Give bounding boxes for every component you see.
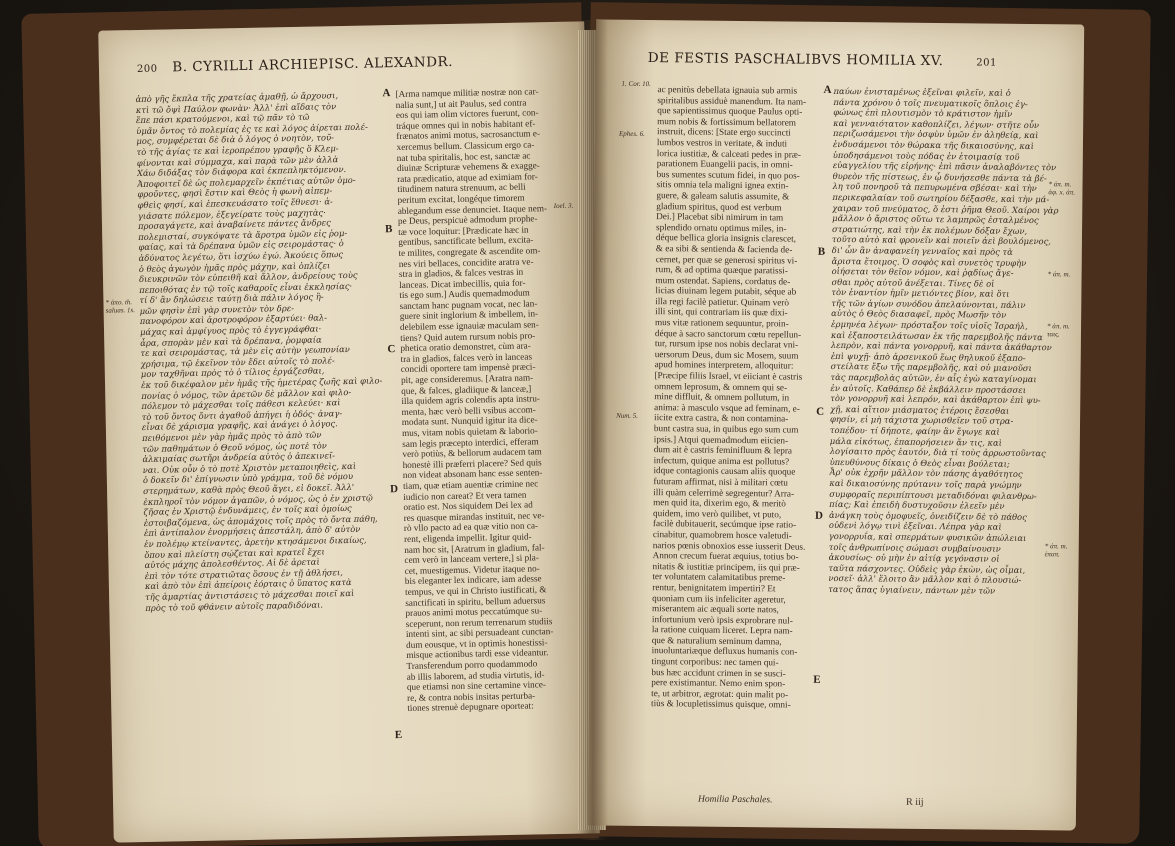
text-line: men quid ita, dixerim ego, & meritò [653,497,786,509]
text-line: lanceas. Dicat imbecillis, quia for- [399,277,526,290]
text-line: bus hæc accidunt crimen in se susci- [651,666,786,679]
text-line: diuinæ Scripturæ vehemens & exagge- [396,160,540,174]
section-marker-e: E [813,673,821,686]
text-line: miserantem aic æquali sorte natos, [652,603,779,615]
text-line: illa regi facilè patietur. Quinam verò [655,295,790,308]
right-margin-note-2: * ἀπ. m. [1047,270,1071,279]
text-line: Ἆρ' οὐκ ἐχρῆν μᾶλλον τὸν πάσης ἀγαθότητος [829,467,1023,480]
text-line: κτὶ τῶ ὄψὶ Παύλον φωνὰν· Ἀλλ' ἐπὶ αἴδαις τὸν [135,100,337,115]
text-line: οὐδενὶ λόγῳ τινὶ ἐξεῖναι. Λέπρα γὰρ καὶ [828,520,1002,533]
text-line: mine diffluit, & omnem pollutum, in [654,391,790,403]
text-line: λη τοῦ πονηροῦ τὰ πεπυρωμένα σβέσαι· καὶ τὴν [832,181,1037,194]
text-line: λογίσαιτο πρὸς ἑαυτόν, διὰ τί τοὺς ἀρρωστοῦντας [829,446,1046,459]
text-line: ἐν πολέμῳ κτείναντες, ἀρετὴν κτησάμενοι δικαίως, [144,534,367,549]
left-latin-column [395,86,579,814]
text-line: τῶν παθημάτων ὁ Θεοῦ νόμος, ὡς ποτὲ τὸν [142,440,327,454]
section-marker-b: B [817,245,826,258]
left-running-head [137,54,453,76]
text-line: narios pœnis obnoxios esse iusserit Deus. [652,539,806,552]
text-line: bis eleganter lex indicare, iam adesse [404,573,542,587]
text-line: πολεμισταί, συγκόψατε τὰ ἄροτρα ὑμῶν εἰς ῥομ- [138,227,348,242]
text-line: πεποιθότας ἐν τῷ τοῖς καθαροῖς εἶναι ἐκκλησίας· [139,280,353,295]
text-line: πειθόμενοι μὲν γὰρ ἡμᾶς πρὸς τὸ ἀπὸ τῶν [141,429,322,443]
text-line: Transferendum porro quodammodo [406,658,538,672]
text-line: ζῆσας ἐν Χριστῷ ἐνδυνάμεις, ἐν τοῖς καὶ ὁμοίως [143,503,352,518]
text-line: tingunt corporibus: nec tamen qui- [651,656,779,668]
text-line: tæ voce loquitur: [Prædicate hæc in [398,224,529,237]
text-line: uersorum Deus, dum sic Mosem, suum [654,348,799,361]
text-line: δι' ὧν ἂν ἀναφανείη γενναῖος καὶ πρὸς τὰ [831,244,1013,257]
text-line: μάλα εἰκότως, ἐπαπορήσειεν ἄν τις, καὶ [829,435,1003,448]
right-margin-note-3: * ἀπ. m. ταις. [1046,322,1070,339]
text-line: gladium spiritus, quod est verbum [656,200,782,212]
text-line: tis ego sum.] Audis quemadmodum [399,287,530,301]
text-line: re, & contra nobis insitas perturba- [407,690,536,703]
text-line: συμφοραῖς περιπίπτουσι μεταδιδόναι φιλανθρω- [829,488,1037,501]
text-line: que sapientissimus quoque Paulus opti- [657,105,803,117]
text-line: pe Deus, perspicuè admodum prophe- [397,213,538,227]
text-line: περικεφαλαίαν τοῦ σωτηρίου δέξασθε, καὶ τὴν μά- [832,191,1050,205]
text-line: [Arma namque militiæ nostræ non car- [395,86,539,100]
text-line: tráque omnes qui in nobis habitant ef- [396,118,536,131]
text-line: nam hoc sit, [Aratrum in gladium, fal- [404,541,545,555]
text-line: mum ostendat. Sapiens, cordatus de- [655,274,791,287]
text-line: nat tuba spiritalis, hoc est, sanctæ ac [396,150,531,163]
text-line: ἐκπληροῖ τὸν νόμον ἀγαπῶν, ὁ νόμος, ὡς ὁ ἐν χριστῷ [143,492,373,507]
text-line: déque bellica gloria insignis clarescet, [655,232,797,244]
text-line: que & naturalium seminum damna, [651,634,782,647]
text-line: καὶ γενναιότατον καθοπλίζει, λέγων· στῆτε οὖν [833,117,1040,130]
text-line: αὐτός μάχης ἀπολεσθέντος. Αἱ δὲ ἀρεταὶ [144,556,320,571]
text-line: instruit, dicens: [State ergo succincti [657,126,791,138]
text-line: illi sint, qui contrariam iis quæ dixi- [655,306,788,318]
text-line: προσαγάγετε, καὶ ἀναβαίνετε πάντες ἄνδρες [137,217,331,232]
section-marker-c: C [387,343,396,356]
text-line: μᾶλλον ὁ ἄριστος οὕτω τε λαμπρῶς ἐσταλμένος [832,213,1039,226]
text-line: ἀνάγκη τοὺς ὁμοφυεῖς, ὀνειδίζειν δὲ τὸ πάθος [829,509,1027,522]
text-line: inuoluntariæque defluxus humanis con- [651,645,798,658]
text-line: rata prædicatio, atque ad eximiam for- [397,171,538,184]
text-line: anima: à masculo vsque ad feminam, e- [654,401,800,414]
text-line: tiens? Quid autem rursum nobis pro- [400,330,536,343]
text-line: tur, rursum ipse nos nobis declarat vni- [654,338,799,350]
left-page-number: 200 [136,63,158,76]
text-line: φθεὶς φησί, καὶ ἐπεσκευάσατο τοῖς ἔθνεσι· ἁ- [137,196,333,210]
text-line: honestè illi præferri placere? Sed quis [402,457,542,470]
text-line: φαίας, καὶ τὰ δρέπανα ὑμῶν εἰς σειρομάστας· ὁ [138,238,344,253]
text-line: rentur, benignitatem impertiri? Et [652,581,776,594]
text-line: τοπέδου· τί δήποτε, φαίην ἂν ἔγωγε καὶ [829,424,1000,437]
text-line: tra in gladios, falces verò in lanceas [400,351,533,364]
text-line: pit, age consideremus. [Aratra nam- [400,372,534,386]
text-line: Χάω διδάξας τὸν διάφορα καὶ ἐκπεπληκτόμενον. [136,164,347,179]
text-line: delebilem esse ignauiæ maculam sen- [399,319,539,333]
text-line: τοῦτο αὐτὸ καὶ φρονεῖν καὶ ποιεῖν ἀεὶ βουλόμενος, [831,234,1052,247]
text-line: ipsis.] Atqui quemadmodum eiicien- [653,433,789,446]
text-line: parationem Euangelii pacis, in omni- [656,158,793,170]
text-line: déque à sacro sanctorum cœtu repellun- [654,327,802,340]
text-line: πρὸς τὸ τοῦ φθάνειν αὐτοῖς παραδιδόναι. [145,599,324,613]
text-line: idque contagionis causam aliis quoque [653,465,796,477]
text-line: oratio est. Nos siquidem Dei lex ad [403,499,533,513]
right-margin-note-cor: 1. Cor. 10. [621,79,651,89]
text-line: intenti sint, ac sibi persuadeant cunctan- [405,626,554,640]
text-line: gentibus, sanctificate bellum, excita- [398,234,534,248]
right-margin-note-ephes: Ephes. 6. [618,129,645,138]
text-line: ἕπε πάσι κρατούμενοι, καὶ τῷ πᾶν τὸ τῶ [135,111,310,126]
text-line: misque actionibus tardi esse videantur. [406,647,549,661]
text-line: ἐστοιβαζόμενα, ὡς ἀπομάχοις τοῖς πρὸς τὸ ὄντα πάθη, [143,513,378,528]
text-line: φίνονται καὶ σύμμαχα, καὶ παρὰ τῶν μὲν ἀλλὰ [136,153,339,168]
text-line: μάχας καὶ ἀμφίγυος πρὸς τὸ ἐγγεγράφθαι· [139,323,322,338]
text-line: Ἀποφοιτεῖ δὲ ὡς πολεμαρχεῖν ἐκπέτιας αὐτῶν ὁμο- [137,174,356,189]
text-line: ἐπὶ ἀντίπαλον ἐνορμήσεις ἀπεστάλη, ἀπὸ δ' αὐτὸν [143,524,361,539]
text-line: pere existimantur. Nemo enim spon- [651,677,786,689]
text-line: τῆς ἁμαρτίας ἀντιστάσεις τὸ μάχεσθαι ποιεῖ καὶ [145,587,355,602]
text-line: la ratione cuiquam liceret. Lepra nam- [651,624,793,636]
left-page [98,21,599,842]
text-line: χρήσιμα, τῷ ἐκεῖνον τὸν ἔδει αὐτοῖς τὸ πολέ- [140,355,335,369]
left-margin-note-greek: * ἁπο. th. saluas. 1s. [105,298,136,315]
text-line: εὐαγγελίου τῆς εἰρήνης· ἐπὶ πᾶσιν ἀναλαβόντες τὸν [832,160,1057,173]
text-line: θυρεὸν τῆς πίστεως, ἐν ᾧ δυνήσεσθε πάντα τὰ βέ- [832,170,1047,183]
text-line: sceperunt, non rerum terrenarum studiis [405,615,553,629]
text-line: sanctam hanc pugnam vocat, nec lan- [399,298,538,311]
section-marker-a: A [823,83,832,96]
text-line: te, ut arbitror, ægrotat: quin malit po- [651,687,789,700]
text-line: φώνως ἐπὶ πλουτισμὸν τὸ κράτιστον ἡμῖν [833,107,1013,120]
signature-mark: R iij [905,796,924,808]
text-line: sitis omnia tela maligni ignea extin- [656,179,789,191]
text-line: ac penitùs debellata ignauia sub armis [657,84,798,96]
text-line: iicite extra castra, & non contamina- [654,412,789,424]
text-line: res quasque mirandas instituit, nec ve- [403,510,545,523]
text-line: omnem leprosum, & omnem qui se- [654,380,788,393]
text-line: τὸν γονορρυῆ καὶ λεπρόν, καὶ ἀκάθαρτον ἐπὶ ψυ- [830,393,1041,406]
text-line: illa quidem agris colendis apta instru- [401,393,541,407]
text-line: ὑπευθύνους δίκαις ὁ Θεὸς εἶναι βούλεται; [829,456,1010,469]
text-line: λεπρὸν, καὶ πάντα γονορρυῆ, καὶ πάντα ἀκάθαρτον [830,340,1052,353]
text-line: guere sinit inglorium & imbellem, in- [399,308,539,322]
right-margin-note-4: * ἀπ. m. ἑπαπ. [1044,542,1068,559]
text-line: concidi oportere tam impensè præci- [400,361,536,375]
text-line: te milites, congregate & ascendite om- [398,245,541,258]
text-line: phetica oratio demonstret, cùm ara- [400,340,531,354]
text-line: cet, muestigemus. Videtur itaque no- [404,563,540,576]
text-line: lumbos vestros in veritate, & induti [656,137,788,149]
text-line: ἐκ τοῦ δικέφαλον μὲν ἡμᾶς τῆς ἡμετέρας ζωῆς καὶ φιλο- [140,375,383,391]
text-line: futuram affirmat, nisi à militari cœtu [653,476,788,488]
text-line: [Præcipe filiis Israel, vt eiiciant è castris [654,370,803,382]
text-line: quoniam cum iis infeliciter ageretur, [652,592,786,604]
text-line: τὰς παρεμβολὰς αὐτῶν, ἐν αἷς ἐγὼ καταγίνομαι [830,371,1037,385]
text-line: ὁ θεὸς ἀγωγὸν ἡμᾶς πρὸς μάχην, καὶ ὁπλίζει [138,259,331,274]
text-line: τί δ' ἂν δηλώσειε ταύτῃ διὰ πάλιν λόγος ἢ- [139,291,324,306]
left-margin-note-ioel: Ioel. 3. [553,201,574,211]
text-line: quidem, imo verò quilibet, vt puto, [653,507,782,520]
text-line: γονορρυΐα, καὶ σπερμάτων φυσικῶν ἀπώλειαι [828,530,1027,543]
text-line: splendido ornatu optimus miles, in- [656,221,787,234]
text-line: xercemus bellum. Classicum ergo ca- [396,139,535,153]
text-line: φησίν, εἰ μὴ τάχιστα χωρισθεῖεν τοῦ στρα- [830,414,1014,427]
text-line: & ea sibi & sentienda & facienda de- [655,243,793,255]
text-line: Dei.] Placebat sibi nimirum in tam [656,211,784,223]
text-line: nalia sunt,] ut ait Paulus, sed contra [395,97,527,110]
text-line: iudicio non careat? Et vera tamen [403,489,527,502]
text-line: τὸ τῆς ἁγίας τε καὶ ἱεροπρέπου γραφῆς ὅ Κλεμ- [136,143,339,157]
text-line: mus vitæ rationem sequuntur, proin- [655,317,789,329]
text-line: τατος ἅπας ὑγιαίνειν, πάντων μὲν τῶν [828,583,996,596]
text-line: ταῦτα πάσχοντες. Οὐδεὶς γὰρ ἑκὼν, ὡς οἶμαι, [828,562,1026,575]
text-line: rum, & ad optima quæque paratissi- [655,264,788,276]
text-line: tiones strenuè depugnare oporteat: [407,700,534,714]
text-line: illi quàm celerrimè segregentur? Arra- [653,486,795,499]
text-line: ὑμᾶν ὄντος τὸ πολεμίας ἐς τε καὶ λόγος ἀίρεται πολέ- [136,121,369,136]
text-line: tempus, ve qui in Christo iustificati, & [404,584,547,597]
section-marker-e: E [394,729,403,742]
section-marker-d: D [814,509,824,522]
text-line: αὐτὸς ὁ Θεὸς διασαφεῖ, πρὸς Μωσῆν τὸν [831,308,1007,321]
section-marker-d: D [389,483,399,496]
text-line: διευκρινῶν τὸν εὐπειθῆ καὶ ἄλλον, ἀνδρείους τοὺς [138,269,358,285]
text-line: que, & falces, gladiique & lanceæ,] [401,383,532,396]
text-line: mum nobis & fortissimum bellatorem [657,115,797,128]
text-line: ἑρμηνέα λέγων· πρόσταξον τοῖς υἱοῖς Ἰσραήλ, [831,319,1028,332]
text-line: τὸ τοῦ ὄντος ὄντι ἀγαθοῦ ἀπήγει ἡ ὁδός· ἀναγ- [141,407,343,422]
text-line: γιάσατε πόλεμον, ἐξεγείρατε τοὺς μαχητὰς· [137,206,326,221]
text-line: ab illis laborem, ad studia virtutis, id- [406,668,545,682]
text-line: ὑποδησάμενοι τοὺς πόδας ἐν ἑτοιμασίᾳ τοῦ [832,149,1020,162]
text-line: ter voluntatem calamitatibus preme- [652,571,786,583]
catchword: Homilia Paschales. [698,794,773,806]
text-line: sam legis præcepto interdici, efferam [402,435,539,449]
text-line: spiritalibus assiduè manendum. Ita nam- [657,94,807,107]
text-line: ὁ δοκεῖν δι' ἐπίγνωσιν ὑπὸ γράμμα, τοῦ δὲ νόμου [142,471,354,486]
text-line: παύων ἐνισταμένως ἐξεῖναι φιλεῖν, καὶ ὁ [833,85,1011,98]
text-line: nes viri bellaces, concidite aratra ve- [398,255,534,269]
text-line: τὸν ἐναντίον ἡμῖν μετιόντες βίον, καὶ ὅτι [831,287,1010,300]
text-line: μον ταχθῆναι πρὸς τὸ ὁ τίλιος ἐργάζεσθαι, [140,365,325,380]
text-line: τε καὶ σειρομάστας, τὰ μὲν εἰς αὐτὴν γεωπονίαν [140,344,350,359]
text-line: ἀλκιμαίας σωτῆρι ἀνδρεία αὐτὸς ὁ ἀπεκινεῖ- [142,450,336,465]
text-line: καὶ δικαιοσύνης πρύτανιν τοῖς παρὰ γνώμην [829,477,1022,490]
text-line: licias diuinam legem putabit, séque ab [655,285,797,297]
text-line: νοσεῖ· ἀλλ' ἕλοιτο ἂν μᾶλλον καὶ ὁ πλουσιώ- [828,573,1022,586]
right-margin-note-num: Num. 5. [616,411,639,420]
text-line: facilè dubitauerit, secúmque ipse ratio- [652,518,797,530]
text-line: sanctificati in spiritu, bellum aduersus [405,594,546,608]
text-line: ἐπὶ τὸν τότε στρατιῶτας ὅσους ἐν τῇ ἀθλήσει, [144,566,343,581]
text-line: apud homines interpretem, alloquitur: [654,359,794,371]
section-marker-b: B [384,223,393,236]
text-line: cernet, per quæ se generosi spiritus vi- [655,253,798,266]
left-greek-column [135,89,395,819]
text-line: πάντα χρόνου ὁ τοῖς πνευματικοῖς ὅπλοις ἐγ- [833,96,1028,109]
text-line: εἶναι δὲ χάρισμα γραφῆς, καὶ ἀνάγει ὁ λόγος. [141,418,338,433]
text-line: rent, eligenda impellit. Igitur quid- [403,531,532,544]
text-line: verò potiùs, & bellorum audacem tam [402,446,542,460]
text-line: πονίας ὁ νόμος, τῶν ἀρετῶν δὲ μᾶλλον καὶ φιλο- [141,386,352,401]
text-line: ἐν αὐτοῖς. Καθάπερ δὲ ἐκβάλλειν προστάσσει [830,382,1027,395]
text-line: lorica iustitiæ, & calceati pedes in præ- [656,147,802,160]
right-margin-note-1: * ἀπ. m. ἀφ. x. ἁπ. [1048,180,1076,197]
section-marker-c: C [816,405,825,418]
text-line: cem verò in lanceam vertere,] si pla- [404,552,539,566]
right-title: DE FESTIS PASCHALIBVS HOMILIA XV. [647,50,944,70]
text-line: πόλεμον τὸ μάχεσθαι τοῖς πάθεσι κελεύει· καὶ [141,397,341,412]
text-line: ἀπὸ γῆς ἔκπλα τῆς χρατείας ἀμαθῇ, ὡ ἄρχουσι, [135,90,339,105]
text-line: πίας; Καὶ ἐπειδὴ δυστυχοῦσιν ἐλεεῖν μὲν [829,499,1005,511]
text-line: peritum excitat, longéque timorem [397,192,525,205]
right-latin-column [650,84,825,776]
text-line: titudinem natura strenuum, ac belli [397,181,526,195]
text-line: guere, & galeam salutis assumite, & [656,190,790,202]
text-line: ἄριστα ἕτοιμος. Ὁ σοφὸς καὶ συνετὸς τρυφὴν [831,255,1027,268]
text-line: στρατιώτης, καὶ τὴν ἐκ πολέμων δόξαν ἔχων, [832,223,1028,236]
text-line: πανοφόρον καὶ ἀροτροφόρον ἐξαρτύει· θαλ- [139,312,328,327]
right-page-number: 201 [976,57,997,69]
text-line: mus, vitam nobis quietam & laborio- [401,425,538,438]
text-line: στερημάτων, καθὰ πρὸς Θεοῦ ἄγει, εἰ δοκεῖ. Ἀλλ' [142,481,355,496]
text-line: menta, hæc verò belli vsibus accom- [401,404,536,417]
text-line: bus sumentes scutum fidei, in quo pos- [656,168,800,181]
text-line: prauos animi motus peccatúmque su- [405,605,543,619]
text-line: infortunium verò ipsis exprobrare nul- [651,613,793,626]
text-line: ἐπὶ ψυχῇ· ἀπὸ ἀρσενικοῦ ἕως θηλυκοῦ ἐξαπο- [830,350,1026,363]
text-line: non videat absonam hanc esse senten- [402,467,543,481]
right-page [588,19,1084,830]
text-line: χῇ, καὶ αἴτιον μιάσματος ἑτέροις ἔσεσθαι [830,403,1010,416]
text-line: ablegandum esse denunciet. Itaque nem- [397,202,548,216]
text-line: infectum, quique anima est pollutus? [653,454,790,467]
text-line: eos qui iam olim victores fuerunt, con- [395,107,539,121]
text-line: tiam, quæ etiam auentiæ crimine nec [402,478,539,491]
text-line: cinabitur, quamobrem hosce valetudi- [652,529,792,541]
text-line: ἆρα, σπορὰν μὲν καὶ τὰ δρέπανα, ῥομφαία [140,334,322,348]
text-line: Annon crecum fuerat æquius, totius bo- [652,550,799,562]
text-line: ναι. Οὐκ οὖν ὁ τὸ ποτὲ Χριστὸν μεταποιηθεὶς, καὶ [142,460,357,475]
text-line: modata sunt. Nunquid igitur ita dice- [401,414,538,428]
text-line: μος, συμφέρεται δὲ διὰ ὁ λόγος ὁ νοητὸν, τοῦ- [136,132,335,147]
text-line: ἀκουσίως· οὐ μὴν ἐν αἰτίᾳ γεγόνασιν οἱ [828,552,1000,564]
text-line: τοῖς ἀνθρωπίνοις σώμασι συμβαίνουσιν [828,541,1001,554]
text-line: nitatis & iustitiæ principem, iis qui præ- [652,560,800,573]
text-line: ὅπου καὶ πλείστη σῴζεται καὶ κρατεῖ ἔχει [144,546,325,560]
text-line: dum eousque, vt in optimis honestissi- [406,637,548,650]
text-line: bunt castra sua, in quibus ego sum cum [653,423,799,435]
text-line: que etiamsi non sine certamine vince- [406,679,547,693]
text-line: σθαι πρὸς αὐτοῦ ἀνέξεται. Τίνες δὲ οἱ [831,276,995,289]
text-line: dum ait è castris feminifluum & lepra [653,444,793,456]
text-line: stra in gladios, & falces vestras in [398,266,524,280]
text-line: οἰήσεται τὸν θεῖον νόμον, καὶ ῥᾳδίως ἄγε- [831,266,1014,278]
text-line: rò vllo pacto ad ea quæ vitio non ca- [403,520,539,534]
text-line: καὶ ἀπὸ τὸν ἐπὶ ἀπείροις ἑόρταις ὁ ὕπατος κατὰ [144,577,352,592]
text-line: tiùs & locupletissimus quisque, omni- [651,698,791,710]
right-running-head [648,50,1007,70]
text-line: χαιραν τοῦ πνεύματος, ὅ ἐστι ῥῆμα Θεοῦ. Χαίροι γὰρ [832,202,1059,215]
text-line: καὶ ἐξαποστειλάτωσαν ἐκ τῆς παρεμβολῆς πάντα [830,329,1043,342]
left-title: B. CYRILLI ARCHIEPISC. ALEXANDR. [172,53,454,76]
book-gutter [578,20,608,840]
text-line: frænatos animi motus, sacrosanctum e- [396,128,541,142]
text-line: τῆς τῶν ἁγίων συνόδου ἀπελαύνονται, πάλιν [831,297,1026,310]
text-line: μῶν φησὶν ἐπὶ γὰρ συνετὸν τὸν δρε- [139,302,295,316]
section-marker-a: A [382,87,391,100]
text-line: περιζωσάμενοι τὴν ὀσφὺν ὑμῶν ἐν ἀληθείᾳ, καὶ [833,128,1039,141]
text-line: ἀδύνατος λεγέτω, ὅτι ἰσχύω ἐγώ. Ἀκούεις ὅπως [138,248,344,263]
text-line: φροῦντες, φησὶ ἔστιν καὶ Θεὸς ἡ φωνὴ αἰπεμ- [137,185,333,200]
text-line: στείλατε ἔξω τῆς παρεμβολῆς, καὶ οὐ μιανοῦσι [830,361,1032,374]
right-greek-column [826,86,1062,808]
text-line: ἐνδυσάμενοι τὸν θώρακα τῆς δικαιοσύνης, καὶ [832,138,1034,152]
